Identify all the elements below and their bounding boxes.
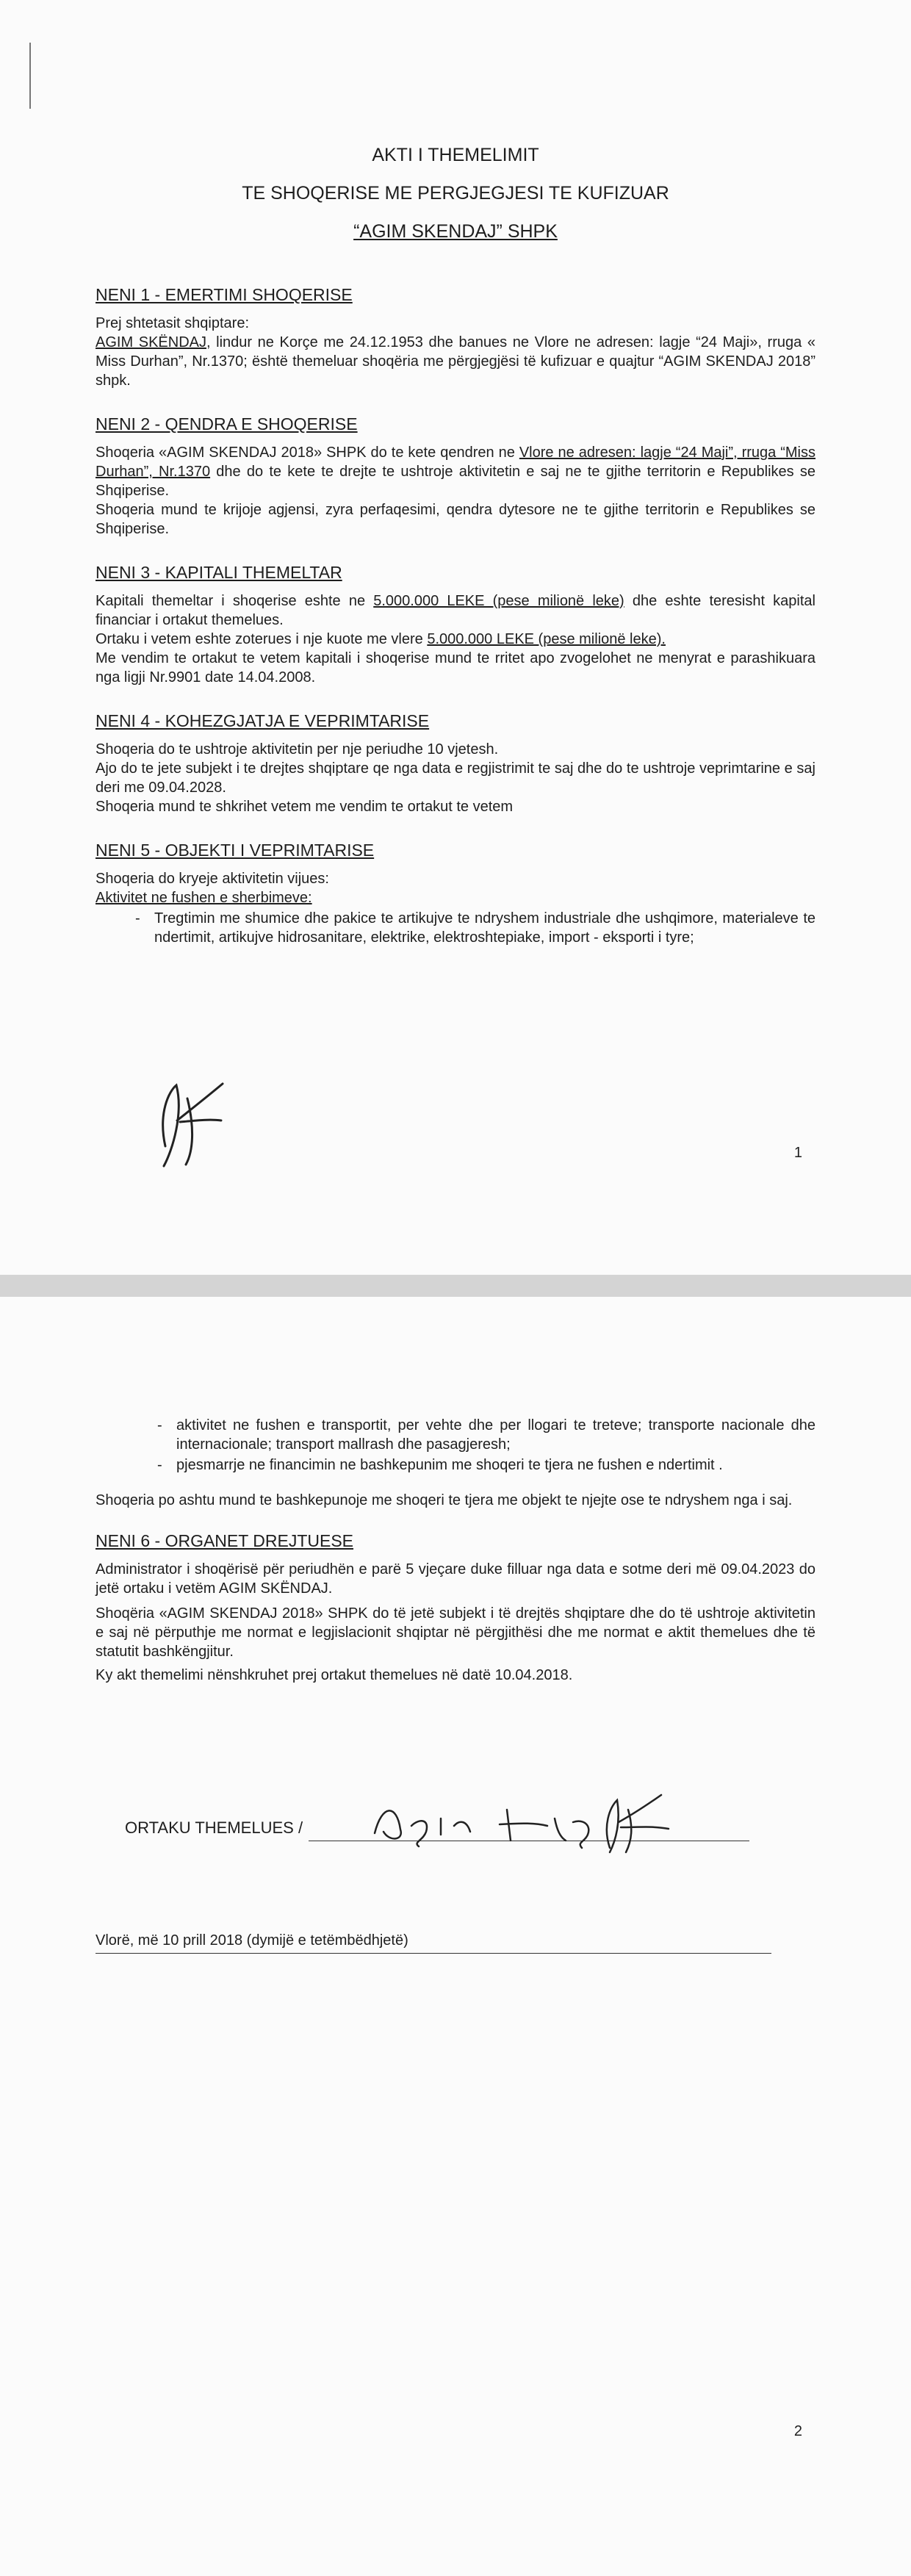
section-heading: NENI 1 - EMERTIMI SHOQERISE	[96, 285, 353, 304]
founder-details: lindur ne Korçe me 24.12.1953 dhe banues ne Vlore ne adresen: lagje “24 Maji», rruga « Miss Durhan”, Nr.1370; është themeluar shoqëria me përgjegjësi të kufizuar e quajtur “AGIM SKENDAJ 2018” shpk.	[96, 334, 815, 389]
text-fragment: Shoqeria «AGIM SKENDAJ 2018» SHPK do te kete qendren ne	[96, 445, 519, 461]
capital-amount: 5.000.000 LEKE (pese milionë leke)	[373, 593, 624, 609]
document-title: AKTI I THEMELIMIT	[372, 145, 539, 165]
text-fragment: dhe do te kete te drejte te ushtroje aktivitetin e saj ne te gjithe territorin e Republikes se Shqiperise.	[96, 464, 816, 499]
section-text: Administrator i shoqërisë për periudhën e parë 5 vjeçare duke filluar nga data e sotme deri më 09.04.2023 do jetë ortaku i vetëm AGIM SKËNDAJ.	[96, 1561, 815, 1597]
section-text	[96, 591, 815, 630]
section-heading: NENI 6 - ORGANET DREJTUESE	[96, 1531, 354, 1550]
page-1-content	[96, 136, 815, 949]
page-number: 1	[793, 1145, 802, 1161]
section-heading: NENI 5 - OBJEKTI I VEPRIMTARISE	[96, 841, 375, 860]
document-page-1	[0, 0, 911, 1275]
initials-signature	[151, 1069, 231, 1172]
section-text: Me vendim te ortakut te vetem kapitali i shoqerise mund te rritet apo zvogelohet ne menyrat e parashikuara nga ligji Nr.9901 date 14.04.2008.	[96, 650, 815, 686]
section-neni-1	[96, 283, 815, 390]
activity-list	[96, 909, 815, 947]
section-subheading: Aktivitet ne fushen e sherbimeve:	[96, 890, 312, 906]
section-neni-4	[96, 709, 815, 816]
document-subtitle: TE SHOQERISE ME PERGJEGJESI TE KUFIZUAR	[242, 183, 669, 204]
section-heading: NENI 3 - KAPITALI THEMELTAR	[96, 563, 342, 582]
founder-name: AGIM SKËNDAJ,	[96, 334, 211, 350]
section-text	[96, 443, 815, 500]
section-neni-6	[96, 1529, 815, 1685]
section-neni-3	[96, 561, 815, 687]
company-name-title: “AGIM SKENDAJ” SHPK	[353, 221, 558, 242]
section-text	[96, 630, 815, 649]
list-item: - pjesmarrje ne financimin ne bashkepunim me shoqeri te tjera ne fushen e ndertimit .	[176, 1456, 815, 1475]
page-separator	[0, 1275, 911, 1297]
section-text: Ky akt themelimi nënshkruhet prej ortakut themelues në datë 10.04.2018.	[96, 1667, 573, 1683]
share-amount: 5.000.000 LEKE (pese milionë leke).	[427, 631, 666, 647]
section-text: Shoqeria do te ushtroje aktivitetin per nje periudhe 10 vjetesh.	[96, 741, 499, 758]
place-date-text: Vlorë, më 10 prill 2018 (dymijë e tetëmbëdhjetë)	[96, 1932, 408, 1949]
place-date-rule	[96, 1953, 771, 1954]
section-text: Ajo do te jete subjekt i te drejtes shqiptare qe nga data e regjistrimit te saj dhe do te ushtroje veprimtarine e saj deri me 09.04.2028.	[96, 760, 815, 796]
place-and-date	[96, 1932, 408, 1949]
section-intro: Prej shtetasit shqiptare:	[96, 315, 249, 331]
section-text: Shoqeria mund te krijoje agjensi, zyra perfaqesimi, qendra dytesore ne te gjithe territorin e Republikes se Shqiperise.	[96, 502, 815, 537]
section-text: Shoqeria mund te shkrihet vetem me vendim te ortakut te vetem	[96, 799, 514, 815]
section-heading: NENI 4 - KOHEZGJATJA E VEPRIMTARISE	[96, 711, 430, 730]
registered-address: Vlore ne adresen: lagje “24 Maji”, rruga “Miss Durhan”, Nr.1370	[96, 445, 816, 480]
section-text: Shoqëria «AGIM SKENDAJ 2018» SHPK do të jetë subjekt i të drejtës shqiptare dhe do të ushtroje aktivitetin e saj në përputhje me normat e legjislacionit shqiptar në përgjithësi dhe me normat e aktit themelues dhe të statutit bashkëngjitur.	[96, 1605, 815, 1660]
binding-mark	[29, 43, 31, 109]
text-fragment: Kapitali themeltar i shoqerise eshte ne	[96, 593, 374, 609]
section-heading: NENI 2 - QENDRA E SHOQERISE	[96, 414, 358, 433]
founder-label: ORTAKU THEMELUES /	[125, 1818, 303, 1837]
page-2-content	[96, 1414, 815, 1685]
activity-list-continued	[96, 1416, 815, 1475]
list-item: - aktivitet ne fushen e transportit, per vehte dhe per llogari te treteve; transporte nacionale dhe internacionale; transport mallrash dhe pasagjeresh;	[176, 1416, 815, 1454]
section-neni-5	[96, 838, 815, 947]
page-number: 2	[793, 2423, 802, 2439]
founder-signature	[367, 1789, 691, 1855]
document-page-2	[0, 1297, 911, 2576]
text-fragment: dhe eshte teresisht kapital financiar i ortakut themelues.	[96, 593, 815, 628]
text-fragment: Ortaku i vetem eshte zoterues i nje kuote me vlere	[96, 631, 428, 647]
cooperation-text: Shoqeria po ashtu mund te bashkepunoje me shoqeri te tjera me objekt te njejte ose te ndryshem nga i saj.	[96, 1492, 793, 1508]
list-item: - Tregtimin me shumice dhe pakice te artikujve te ndryshem industriale dhe ushqimore, materialeve te ndertimit, artikujve hidrosanitare, elektrike, elektroshtepiake, import - eksporti i tyre;	[154, 909, 815, 947]
section-text	[96, 333, 815, 390]
section-neni-2	[96, 412, 815, 539]
section-intro: Shoqeria do kryeje aktivitetin vijues:	[96, 871, 329, 887]
